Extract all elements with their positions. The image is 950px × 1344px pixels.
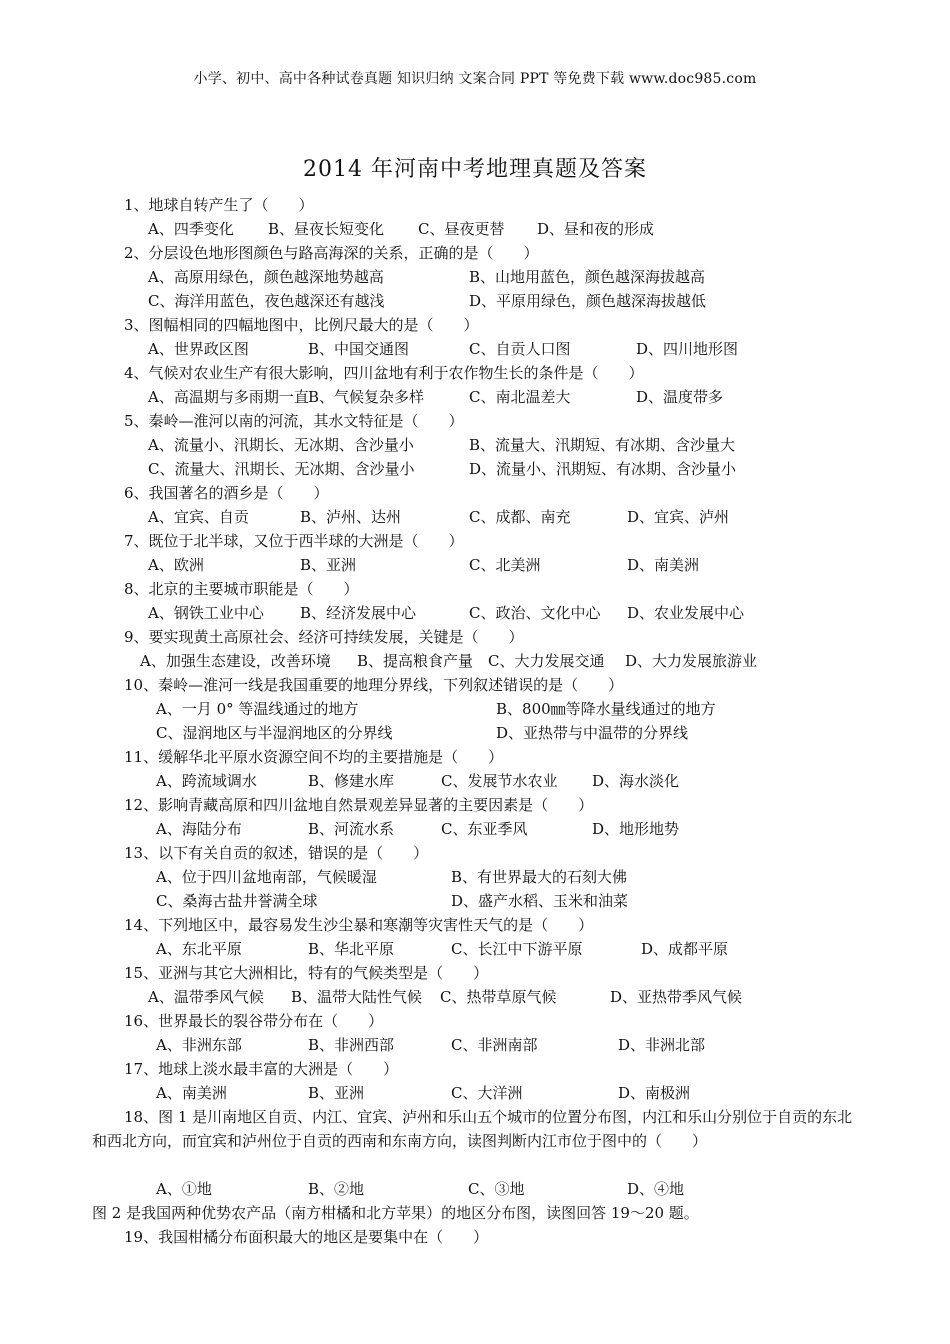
option: A、高温期与多雨期一直	[148, 388, 309, 406]
option: D、昼和夜的形成	[537, 220, 655, 238]
option: C、流量大、汛期长、无冰期、含沙量小	[148, 460, 415, 478]
option: C、发展节水农业	[441, 772, 558, 790]
option: B、提高粮食产量	[357, 652, 474, 670]
option: B、修建水库	[308, 772, 395, 790]
option: B、亚洲	[300, 556, 357, 574]
option-row	[0, 649, 950, 673]
option-row	[0, 553, 950, 577]
question-stem: 19、我国柑橘分布面积最大的地区是要集中在（ ）	[124, 1228, 489, 1246]
question-stem: 12、影响青藏高原和四川盆地自然景观差异显著的主要因素是（ ）	[124, 796, 594, 814]
question-stem: 10、秦岭—淮河一线是我国重要的地理分界线，下列叙述错误的是（ ）	[124, 676, 624, 694]
option: A、加强生态建设，改善环境	[140, 652, 331, 670]
option: C、成都、南充	[469, 508, 571, 526]
option: C、桑海古盐井誉满全球	[156, 892, 318, 910]
option: C、南北温差大	[469, 388, 571, 406]
option: A、位于四川盆地南部，气候暖湿	[156, 868, 377, 886]
page-header: 小学、初中、高中各种试卷真题 知识归纳 文案合同 PPT 等免费下载 www.doc985.com	[193, 71, 757, 87]
option-row	[0, 217, 950, 241]
option: D、非洲北部	[618, 1036, 706, 1054]
option: C、湿润地区与半湿润地区的分界线	[156, 724, 393, 742]
option: A、跨流域调水	[156, 772, 257, 790]
option: A、①地	[156, 1180, 212, 1198]
option: B、昼夜长短变化	[268, 220, 385, 238]
option: D、平原用绿色，颜色越深海拔越低	[469, 292, 707, 310]
option: D、亚热带季风气候	[610, 988, 743, 1006]
option-row	[0, 289, 950, 313]
option-row	[0, 985, 950, 1009]
option: A、温带季风气候	[148, 988, 264, 1006]
option-row	[0, 769, 950, 793]
option: B、经济发展中心	[300, 604, 417, 622]
question-stem: 7、既位于北半球，又位于西半球的大洲是（ ）	[124, 532, 464, 550]
option-row	[0, 337, 950, 361]
option: D、盛产水稻、玉米和油菜	[451, 892, 629, 910]
option: D、④地	[627, 1180, 685, 1198]
question-stem: 18、图 1 是川南地区自贡、内江、宜宾、泸州和乐山五个城市的位置分布图，内江和乐山分别位于自贡的东北和西北方向，而宜宾和泸州位于自贡的西南和东南方向，读图判断内江市位于图中的（ ）	[92, 1108, 853, 1150]
question-stem: 14、下列地区中，最容易发生沙尘暴和寒潮等灾害性天气的是（ ）	[124, 916, 594, 934]
option: A、高原用绿色，颜色越深地势越高	[148, 268, 384, 286]
option: B、华北平原	[308, 940, 395, 958]
option: D、南极洲	[618, 1084, 691, 1102]
question-stem: 5、秦岭—淮河以南的河流，其水文特征是（ ）	[124, 412, 464, 430]
option: C、大力发展交通	[488, 652, 605, 670]
option: D、地形地势	[592, 820, 680, 838]
question-stem: 11、缓解华北平原水资源空间不均的主要措施是（ ）	[124, 748, 504, 766]
option-row	[0, 817, 950, 841]
option: B、②地	[308, 1180, 365, 1198]
option-row	[0, 697, 950, 721]
option: B、800㎜等降水量线通过的地方	[496, 700, 716, 718]
option: A、非洲东部	[156, 1036, 242, 1054]
option: D、海水淡化	[592, 772, 680, 790]
option: C、③地	[468, 1180, 525, 1198]
option: A、钢铁工业中心	[148, 604, 264, 622]
option-row	[0, 385, 950, 409]
option: C、海洋用蓝色，夜色越深还有越浅	[148, 292, 385, 310]
option: D、温度带多	[636, 388, 724, 406]
option-row	[0, 1081, 950, 1105]
option-row	[0, 1033, 950, 1057]
document-title: 2014 年河南中考地理真题及答案	[303, 157, 647, 182]
question-stem: 8、北京的主要城市职能是（ ）	[124, 580, 359, 598]
question-stem: 3、图幅相同的四幅地图中，比例尺最大的是（ ）	[124, 316, 479, 334]
option: D、农业发展中心	[627, 604, 745, 622]
question-stem: 6、我国著名的酒乡是（ ）	[124, 484, 329, 502]
option: B、中国交通图	[308, 340, 410, 358]
section-intro: 图 2 是我国两种优势农产品（南方柑橘和北方苹果）的地区分布图，读图回答 19～20 题。	[92, 1204, 699, 1222]
option: C、非洲南部	[451, 1036, 538, 1054]
option: A、南美洲	[156, 1084, 227, 1102]
option: A、海陆分布	[156, 820, 242, 838]
option: B、非洲西部	[308, 1036, 395, 1054]
option: C、大洋洲	[451, 1084, 523, 1102]
question-stem: 4、气候对农业生产有很大影响，四川盆地有利于农作物生长的条件是（ ）	[124, 364, 644, 382]
option: A、流量小、汛期长、无冰期、含沙量小	[148, 436, 414, 454]
option: D、成都平原	[641, 940, 729, 958]
question-stem: 16、世界最长的裂谷带分布在（ ）	[124, 1012, 384, 1030]
option-row	[0, 265, 950, 289]
option: C、北美洲	[469, 556, 541, 574]
option: A、欧洲	[148, 556, 204, 574]
option-row	[0, 457, 950, 481]
question-stem: 15、亚洲与其它大洲相比，特有的气候类型是（ ）	[124, 964, 489, 982]
option: C、自贡人口图	[469, 340, 571, 358]
question-stem: 1、地球自转产生了（ ）	[124, 196, 314, 214]
option-row	[0, 1177, 950, 1201]
option: A、宜宾、自贡	[148, 508, 249, 526]
option: A、世界政区图	[148, 340, 249, 358]
option: C、长江中下游平原	[451, 940, 583, 958]
option: B、流量大、汛期短、有冰期、含沙量大	[469, 436, 736, 454]
option: B、温带大陆性气候	[291, 988, 423, 1006]
option-row	[0, 865, 950, 889]
option-row	[0, 433, 950, 457]
question-stem: 2、分层设色地形图颜色与路高海深的关系，正确的是（ ）	[124, 244, 539, 262]
option-row	[0, 505, 950, 529]
option: B、亚洲	[308, 1084, 365, 1102]
option: D、四川地形图	[636, 340, 739, 358]
option-row	[0, 937, 950, 961]
option: D、宜宾、泸州	[627, 508, 730, 526]
option: D、南美洲	[627, 556, 700, 574]
option: A、四季变化	[148, 220, 234, 238]
option: B、泸州、达州	[300, 508, 402, 526]
option: A、东北平原	[156, 940, 242, 958]
option: B、有世界最大的石刻大佛	[451, 868, 628, 886]
option: C、昼夜更替	[418, 220, 505, 238]
option-row	[0, 601, 950, 625]
option: A、一月 0° 等温线通过的地方	[156, 700, 359, 718]
option: B、气候复杂多样	[308, 388, 425, 406]
question-stem: 13、以下有关自贡的叙述，错误的是（ ）	[124, 844, 429, 862]
option: B、河流水系	[308, 820, 395, 838]
option: D、亚热带与中温带的分界线	[496, 724, 689, 742]
question-stem: 17、地球上淡水最丰富的大洲是（ ）	[124, 1060, 399, 1078]
option: C、热带草原气候	[440, 988, 557, 1006]
option-row	[0, 889, 950, 913]
option-row	[0, 721, 950, 745]
option: C、政治、文化中心	[469, 604, 601, 622]
question-stem: 9、要实现黄土高原社会、经济可持续发展，关键是（ ）	[124, 628, 524, 646]
option: C、东亚季风	[441, 820, 528, 838]
option: B、山地用蓝色，颜色越深海拔越高	[469, 268, 706, 286]
option: D、流量小、汛期短、有冰期、含沙量小	[469, 460, 737, 478]
option: D、大力发展旅游业	[625, 652, 758, 670]
